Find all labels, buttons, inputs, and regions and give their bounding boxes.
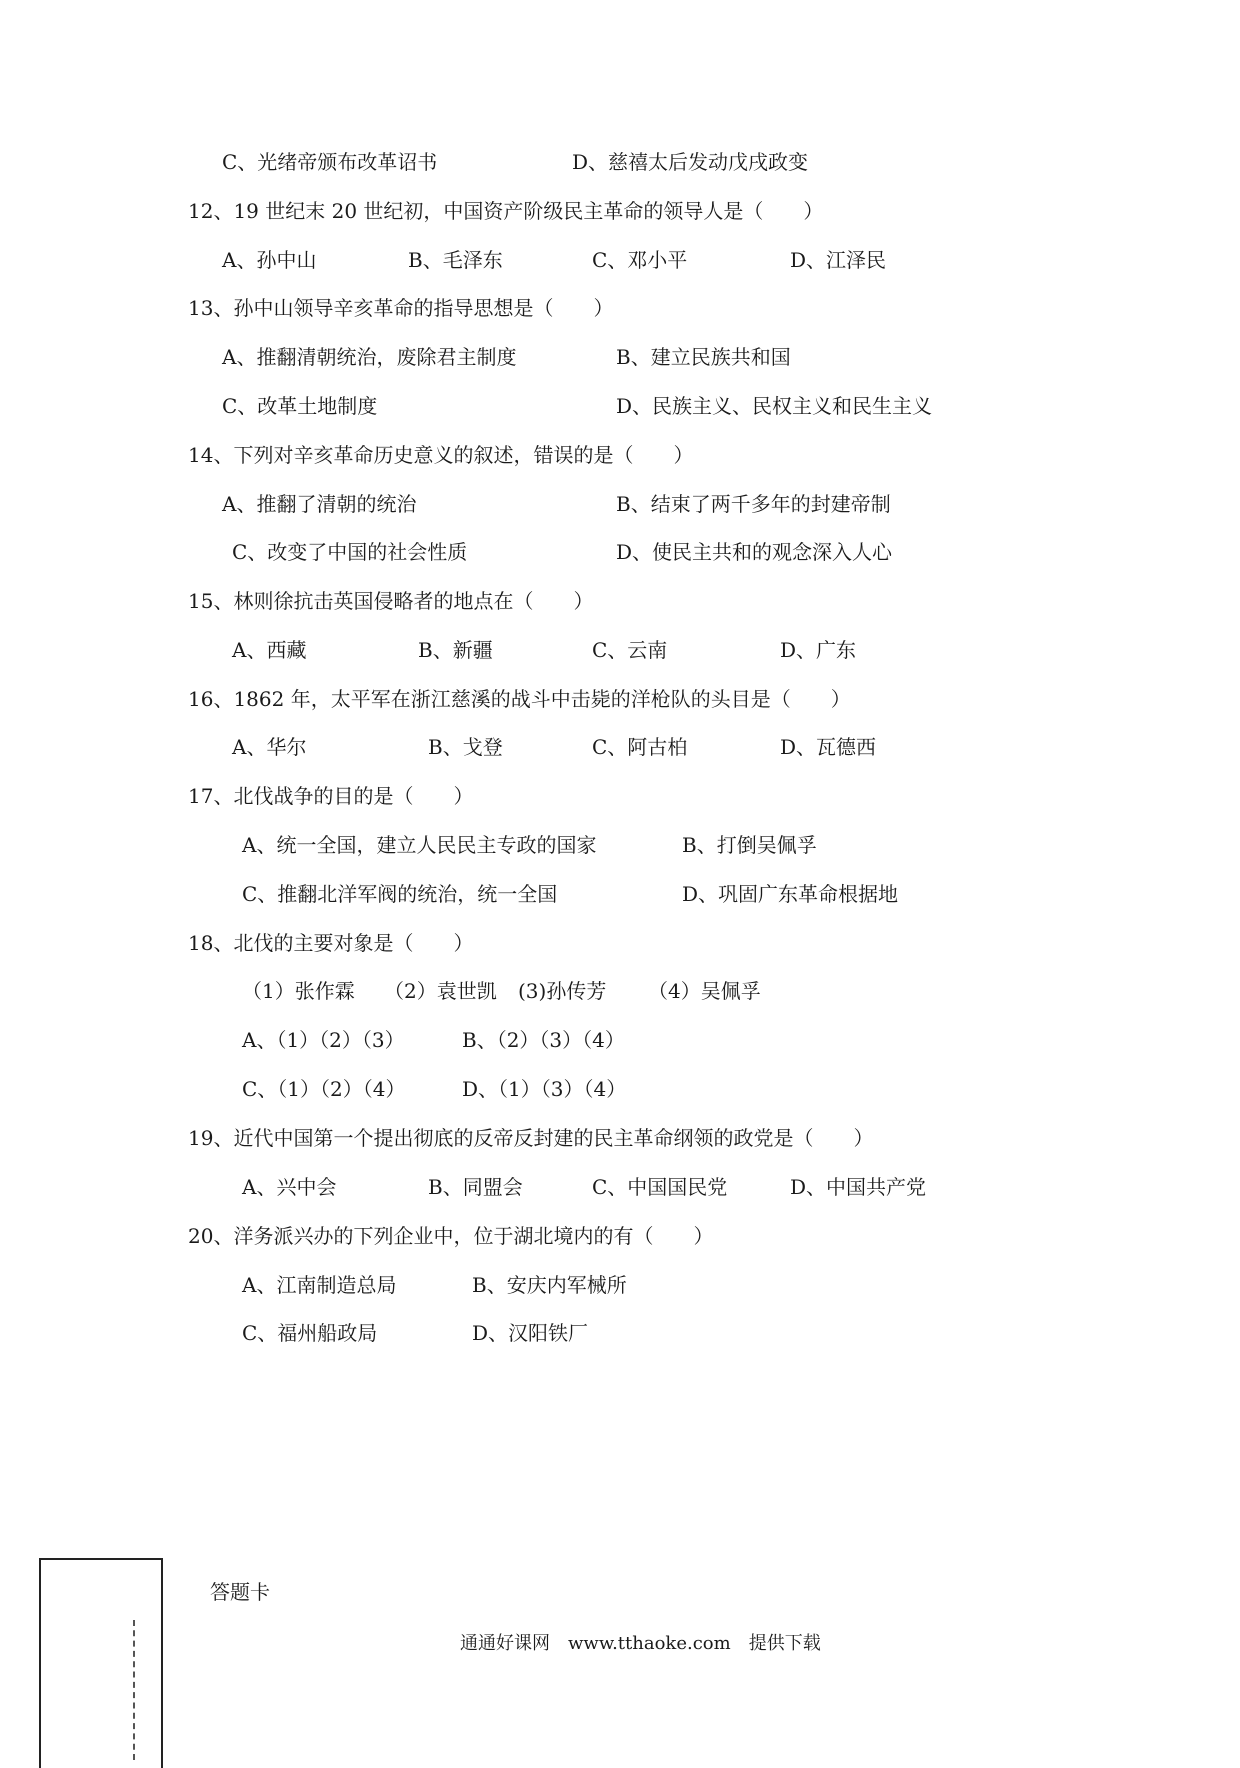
answer-option: D、江泽民 bbox=[790, 248, 887, 272]
answer-option: D、民族主义、民权主义和民生主义 bbox=[616, 394, 933, 418]
answer-option: A、江南制造总局 bbox=[242, 1273, 397, 1297]
answer-option: B、新疆 bbox=[418, 638, 493, 662]
answer-option: A、孙中山 bbox=[222, 248, 317, 272]
answer-option: D、（1）（3）（4） bbox=[462, 1077, 627, 1101]
answer-option: C、（1）（2）（4） bbox=[242, 1077, 406, 1101]
answer-option: B、毛泽东 bbox=[408, 248, 503, 272]
answer-option: C、改变了中国的社会性质 bbox=[232, 540, 468, 564]
question-stem: 19、近代中国第一个提出彻底的反帝反封建的民主革命纲领的政党是（ ） bbox=[188, 1126, 874, 1150]
answer-card-box bbox=[39, 1558, 163, 1768]
answer-option: (3)孙传芳 bbox=[518, 979, 607, 1003]
answer-option: D、汉阳铁厂 bbox=[472, 1321, 589, 1345]
answer-option: D、中国共产党 bbox=[790, 1175, 927, 1199]
answer-option: C、光绪帝颁布改革诏书 bbox=[222, 150, 438, 174]
answer-option: A、西藏 bbox=[232, 638, 307, 662]
dashed-cut-line bbox=[133, 1620, 135, 1760]
answer-option: D、使民主共和的观念深入人心 bbox=[616, 540, 893, 564]
answer-option: C、改革土地制度 bbox=[222, 394, 378, 418]
question-stem: 16、1862 年，太平军在浙江慈溪的战斗中击毙的洋枪队的头目是（ ） bbox=[188, 687, 851, 711]
answer-option: B、戈登 bbox=[428, 735, 503, 759]
answer-option: C、福州船政局 bbox=[242, 1321, 378, 1345]
answer-option: B、（2）（3）（4） bbox=[462, 1028, 625, 1052]
question-stem: 20、洋务派兴办的下列企业中，位于湖北境内的有（ ） bbox=[188, 1224, 714, 1248]
question-stem: 18、北伐的主要对象是（ ） bbox=[188, 931, 474, 955]
answer-card-label: 答题卡 bbox=[210, 1580, 270, 1604]
answer-option: B、建立民族共和国 bbox=[616, 345, 791, 369]
answer-option: A、华尔 bbox=[232, 735, 307, 759]
answer-option: C、云南 bbox=[592, 638, 668, 662]
answer-option: A、推翻了清朝的统治 bbox=[222, 492, 417, 516]
question-stem: 17、北伐战争的目的是（ ） bbox=[188, 784, 474, 808]
answer-option: B、同盟会 bbox=[428, 1175, 523, 1199]
answer-option: D、瓦德西 bbox=[780, 735, 877, 759]
answer-option: A、（1）（2）（3） bbox=[242, 1028, 405, 1052]
answer-option: D、慈禧太后发动戊戌政变 bbox=[572, 150, 809, 174]
answer-option: B、结束了两千多年的封建帝制 bbox=[616, 492, 891, 516]
answer-option: C、邓小平 bbox=[592, 248, 688, 272]
answer-option: A、统一全国，建立人民民主专政的国家 bbox=[242, 833, 597, 857]
question-stem: 15、林则徐抗击英国侵略者的地点在（ ） bbox=[188, 589, 594, 613]
answer-option: （4）吴佩孚 bbox=[648, 979, 761, 1003]
question-stem: 13、孙中山领导辛亥革命的指导思想是（ ） bbox=[188, 296, 614, 320]
question-stem: 14、下列对辛亥革命历史意义的叙述，错误的是（ ） bbox=[188, 443, 694, 467]
answer-option: C、推翻北洋军阀的统治，统一全国 bbox=[242, 882, 558, 906]
answer-option: A、推翻清朝统治，废除君主制度 bbox=[222, 345, 517, 369]
answer-option: B、安庆内军械所 bbox=[472, 1273, 627, 1297]
answer-option: （2）袁世凯 bbox=[384, 979, 497, 1003]
footer-source: 通通好课网 www.tthaoke.com 提供下载 bbox=[460, 1633, 821, 1654]
answer-option: D、广东 bbox=[780, 638, 857, 662]
answer-option: C、中国国民党 bbox=[592, 1175, 728, 1199]
question-stem: 12、19 世纪末 20 世纪初，中国资产阶级民主革命的领导人是（ ） bbox=[188, 199, 824, 223]
answer-option: B、打倒吴佩孚 bbox=[682, 833, 817, 857]
answer-option: C、阿古柏 bbox=[592, 735, 688, 759]
answer-option: A、兴中会 bbox=[242, 1175, 337, 1199]
answer-option: D、巩固广东革命根据地 bbox=[682, 882, 899, 906]
answer-option: （1）张作霖 bbox=[242, 979, 355, 1003]
